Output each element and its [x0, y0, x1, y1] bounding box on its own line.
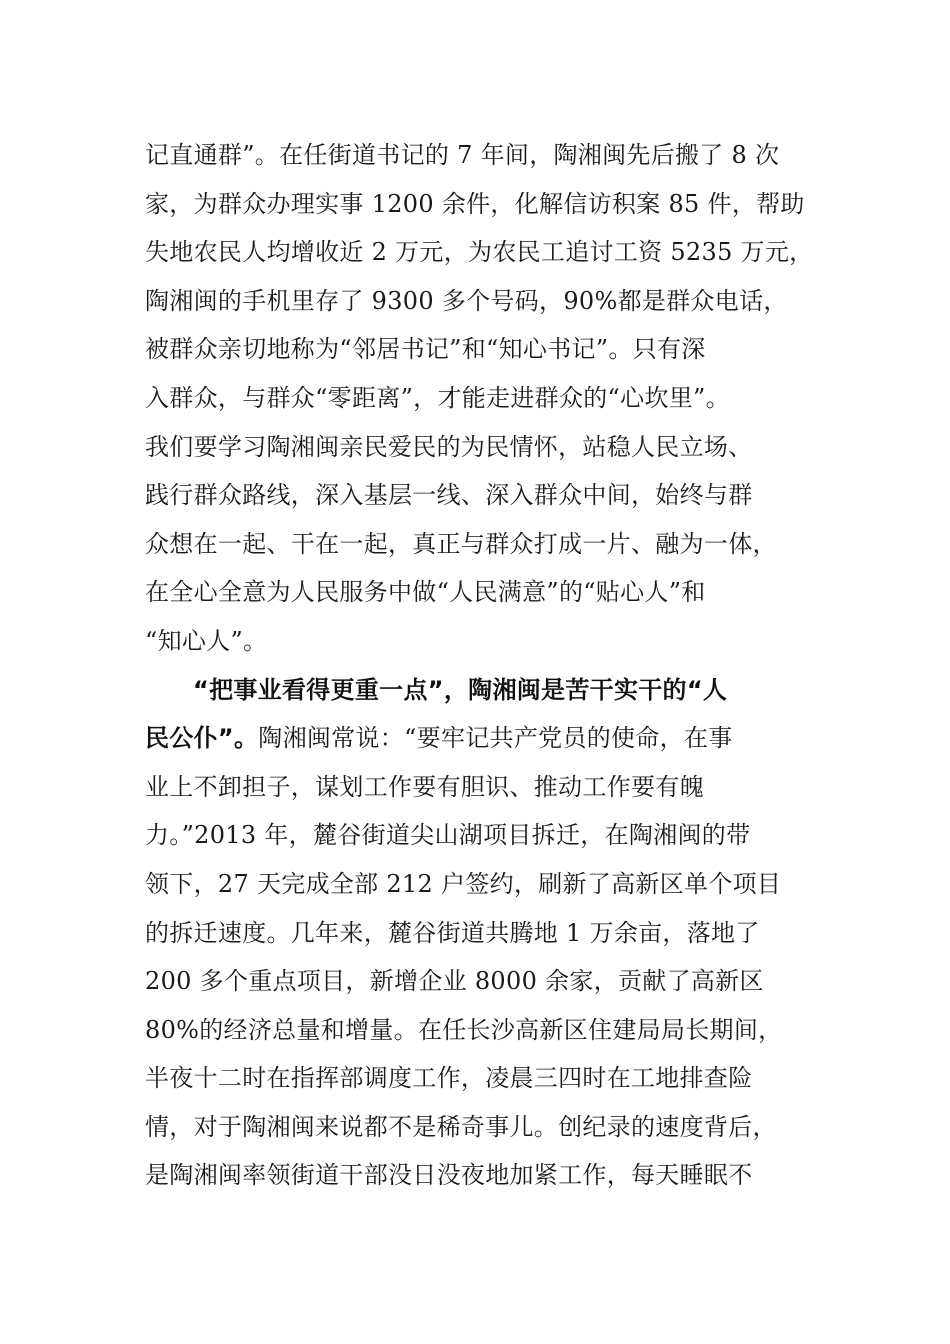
- body-line: 记直通群”。在任街道书记的 7 年间，陶湘闽先后搬了 8 次: [145, 141, 780, 169]
- body-line: 失地农民人均增收近 2 万元，为农民工追讨工资 5235 万元，: [145, 238, 814, 267]
- body-line: 200 多个重点项目，新增企业 8000 余家，贡献了高新区: [145, 967, 764, 996]
- body-text: 陶湘闽常说：“要牢记共产党员的使命，在事: [258, 724, 733, 753]
- body-line: 半夜十二时在指挥部调度工作，凌晨三四时在工地排查险: [145, 1064, 753, 1093]
- body-line: 是陶湘闽率领街道干部没日没夜地加紧工作，每天睡眠不: [145, 1161, 753, 1190]
- body-line: 的拆迁速度。几年来，麓谷街道共腾地 1 万余亩，落地了: [145, 918, 760, 947]
- section-heading-line: [145, 666, 815, 715]
- body-line: 入群众，与群众“零距离”，才能走进群众的“心坎里”。: [145, 383, 730, 412]
- document-body: [145, 131, 815, 1200]
- body-line: 家，为群众办理实事 1200 余件，化解信访积案 85 件，帮助: [145, 189, 805, 218]
- body-line: [145, 714, 815, 763]
- body-line: 业上不卸担子，谋划工作要有胆识、推动工作要有魄: [145, 772, 704, 801]
- body-line: 我们要学习陶湘闽亲民爱民的为民情怀，站稳人民立场、: [145, 432, 753, 461]
- body-line: 被群众亲切地称为“邻居书记”和“知心书记”。只有深: [145, 335, 706, 364]
- body-line: “知心人”。: [145, 626, 268, 655]
- body-line: 80%的经济总量和增量。在任长沙高新区住建局局长期间，: [145, 1015, 783, 1044]
- body-line: 领下，27 天完成全部 212 户签约，刷新了高新区单个项目: [145, 869, 782, 898]
- body-line: 情，对于陶湘闽来说都不是稀奇事儿。创纪录的速度背后，: [145, 1112, 777, 1141]
- section-heading: “把事业看得更重一点”，陶湘闽是苦干实干的“人: [193, 675, 728, 704]
- section-heading-continued: 民公仆”。: [145, 724, 259, 753]
- body-line: 践行群众路线，深入基层一线、深入群众中间，始终与群: [145, 481, 753, 510]
- body-line: 力。”2013 年，麓谷街道尖山湖项目拆迁，在陶湘闽的带: [145, 821, 751, 850]
- body-line: 在全心全意为人民服务中做“人民满意”的“贴心人”和: [145, 578, 706, 607]
- body-line: 陶湘闽的手机里存了 9300 多个号码，90%都是群众电话，: [145, 286, 788, 315]
- body-line: 众想在一起、干在一起，真正与群众打成一片、融为一体，: [145, 529, 777, 558]
